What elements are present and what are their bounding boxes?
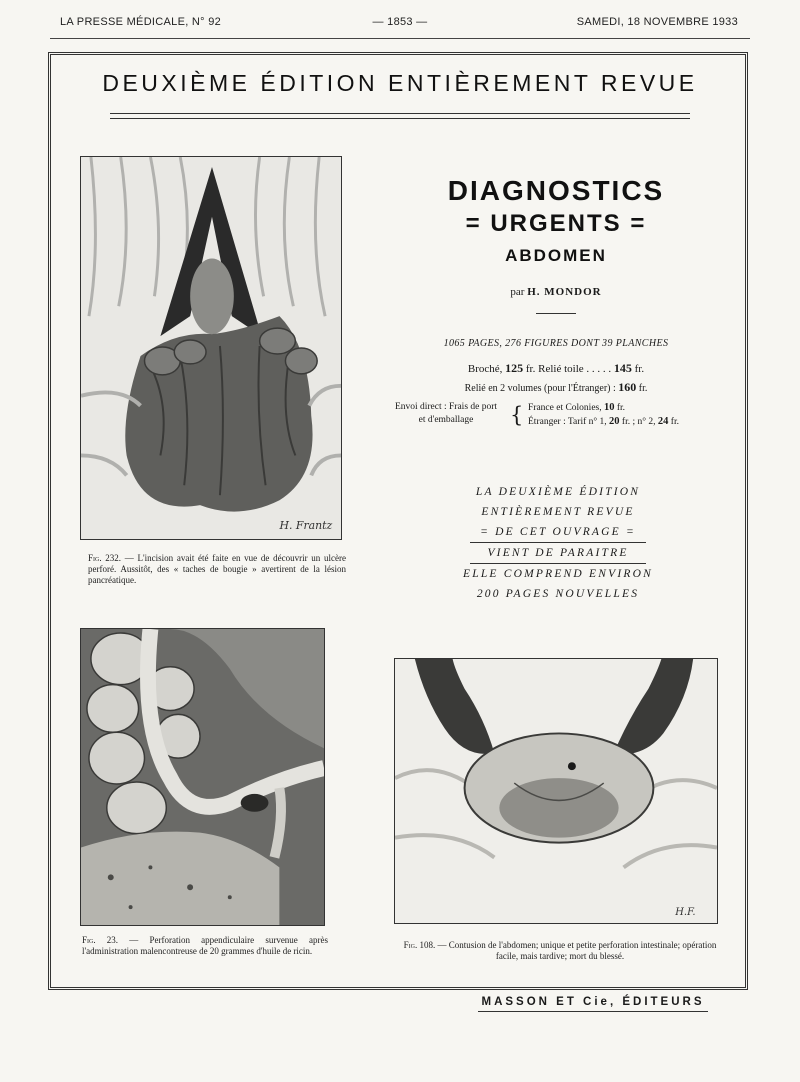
broche-unit: fr. (525, 363, 536, 375)
shipping-label-line2: et d'emballage (418, 415, 474, 425)
etranger-mid: fr. ; n° 2, (621, 417, 656, 427)
figure-232-text: — L'incision avait été faite en vue de découvrir un ulcère perforé. Aussitôt, des « taches de bougie » avertirent de la lésion pancréatique. (88, 553, 346, 585)
rate-etranger (528, 415, 728, 429)
broche-price: 125 (505, 361, 524, 375)
relie-unit: fr. (634, 363, 645, 375)
book-title-diagnostics: DIAGNOSTICS (447, 175, 665, 206)
notice-line6: 200 PAGES NOUVELLES (476, 588, 640, 600)
figure-232-caption (88, 553, 346, 586)
volumes-price: 160 (618, 380, 637, 394)
notice-line3: = DE CET OUVRAGE = (480, 526, 636, 538)
figure-108-label: Fig. 108. (403, 940, 436, 950)
header-rule (50, 38, 750, 39)
figure-108-illustration (394, 658, 718, 924)
author-name: H. MONDOR (527, 286, 602, 298)
book-author (400, 286, 712, 298)
relie-label: Relié toile . . . . . (538, 363, 612, 375)
book-subtitle-abdomen: ABDOMEN (505, 246, 607, 265)
france-text: France et Colonies, (528, 403, 602, 413)
shipping-label-line1: Envoi direct : Frais de port (394, 402, 498, 412)
france-unit: fr. (616, 403, 626, 413)
author-rule (536, 313, 576, 314)
figure-23-illustration (80, 628, 325, 926)
figure-108-caption (396, 940, 724, 962)
volumes-price-line (400, 380, 712, 395)
notice-line2: ENTIÈREMENT REVUE (481, 506, 635, 518)
running-header-left: LA PRESSE MÉDICALE, N° 92 (60, 16, 222, 28)
shipping-label (390, 401, 502, 427)
price-line (400, 361, 712, 376)
france-price: 10 (603, 402, 615, 413)
etranger-price2: 24 (657, 416, 669, 427)
brace-glyph: { (510, 403, 524, 427)
etranger-price1: 20 (609, 416, 620, 427)
relie-price: 145 (613, 361, 632, 375)
artist-initials: H.F. (675, 907, 696, 919)
publisher-name: MASSON ET Cie, ÉDITEURS (481, 996, 705, 1008)
publisher-rule (478, 1011, 708, 1012)
broche-label: Broché, (467, 363, 503, 375)
page-count: 1065 PAGES, 276 FIGURES DONT 39 PLANCHES (443, 338, 669, 349)
volumes-text: Relié en 2 volumes (pour l'Étranger) : (464, 383, 616, 394)
figure-108-text: — Contusion de l'abdomen; unique et petite perforation intestinale; opération facile, mais tardive; mort du blessé. (437, 940, 717, 961)
notice-line5: ELLE COMPREND ENVIRON (463, 568, 653, 580)
rate-france (528, 401, 728, 415)
figure-23-text: — Perforation appendiculaire survenue après l'administration malencontreuse de 20 grammes d'huile de ricin. (82, 935, 328, 956)
etranger-unit: fr. (670, 417, 679, 427)
page-number: — 1853 — (372, 16, 428, 28)
author-prefix: par (510, 286, 525, 298)
edition-headline: DEUXIÈME ÉDITION ENTIÈREMENT REVUE (102, 70, 698, 96)
shipping-rates (528, 401, 728, 429)
new-edition-notice (462, 482, 654, 604)
artist-signature: H. Frantz (279, 519, 333, 533)
notice-line1: LA DEUXIÈME ÉDITION (475, 486, 641, 498)
running-header-date: SAMEDI, 18 NOVEMBRE 1933 (576, 16, 738, 28)
etranger-text: Étranger : Tarif n° 1, (528, 417, 607, 427)
figure-232-label: Fig. 232. (88, 553, 122, 563)
book-title-urgents: = URGENTS = (465, 210, 647, 237)
figure-23-caption (82, 935, 328, 957)
notice-line4: VIENT DE PARAITRE (487, 547, 629, 559)
volumes-unit: fr. (638, 383, 648, 394)
figure-232-illustration (80, 156, 342, 540)
figure-23-label: Fig. 23. (82, 935, 119, 945)
headline-double-rule (110, 113, 690, 119)
